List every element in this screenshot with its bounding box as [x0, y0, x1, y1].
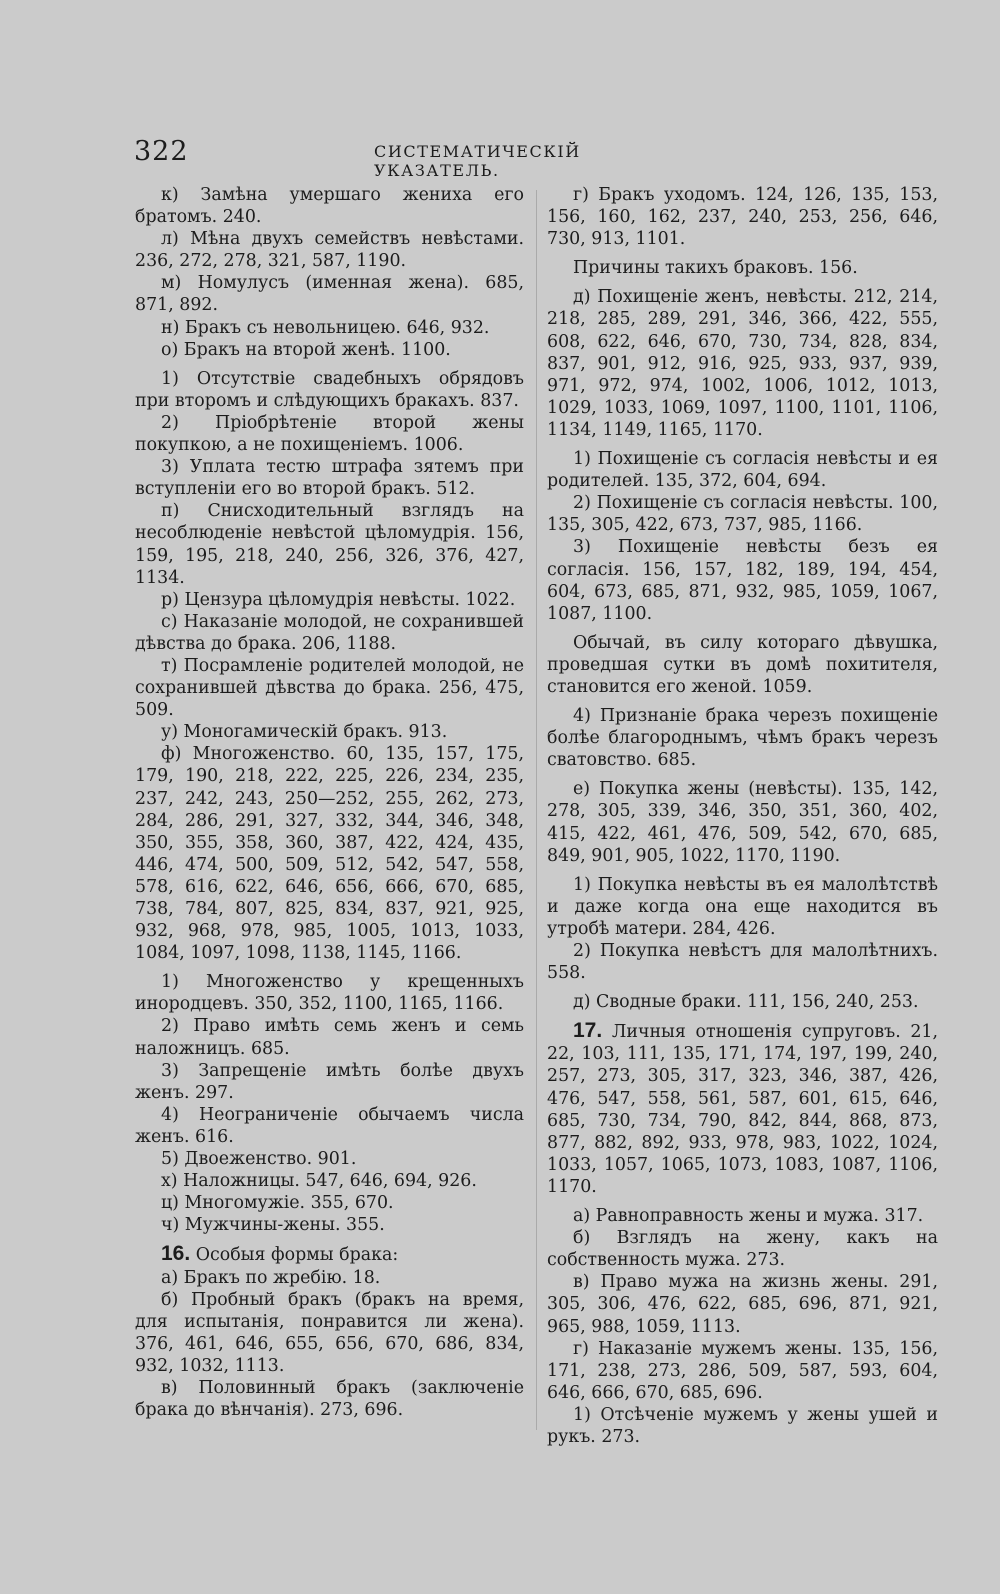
index-entry	[135, 500, 524, 588]
index-entry	[135, 1148, 524, 1170]
index-entry	[547, 536, 938, 624]
index-entry	[547, 705, 938, 771]
index-entry	[135, 1192, 524, 1214]
entry-text: Личныя отношенія супруговъ. 21, 22, 103, 111, 135, 171, 174, 197, 199, 240, 257, 273, 305, 317, 323, 346, 387, 426, 476, 547, 558, 561, 587, 601, 615, 646, 685, 730, 734, 790, 842, 844, 868, 873, 877, 882, 892, 933, 978, 983, 1022, 1024, 1033, 1057, 1065, 1073, 1083, 1087, 1106, 1170.	[547, 1022, 939, 1197]
entry-text: д) Похищеніе женъ, невѣсты. 212, 214, 218, 285, 289, 291, 346, 366, 422, 555, 608, 622, 646, 670, 730, 734, 828, 834, 837, 901, 912, 916, 925, 933, 937, 939, 971, 972, 974, 1002, 1006, 1012, 1013, 1029, 1033, 1069, 1097, 1100, 1101, 1106, 1134, 1149, 1165, 1170.	[547, 287, 938, 440]
entry-text: Особыя формы брака:	[195, 1245, 399, 1266]
index-entry	[135, 971, 524, 1015]
index-entry	[135, 1104, 524, 1148]
index-entry	[135, 1015, 524, 1059]
index-entry	[135, 339, 524, 361]
entry-text: е) Покупка жены (невѣсты). 135, 142, 278, 305, 339, 346, 350, 351, 360, 402, 415, 422, 461, 476, 509, 542, 670, 685, 849, 901, 905, 1022, 1170, 1190.	[547, 779, 938, 866]
index-entry	[547, 1227, 938, 1271]
index-entry	[547, 778, 938, 866]
index-entry	[547, 184, 938, 250]
index-entry	[135, 721, 524, 743]
entry-text: р) Цензура цѣломудрія невѣсты. 1022.	[161, 589, 516, 610]
entry-text: 4) Неограниченіе обычаемъ числа женъ. 616.	[135, 1104, 524, 1147]
index-entry	[135, 412, 524, 456]
index-entry	[547, 1271, 938, 1337]
entry-text: Обычай, въ силу котораго дѣвушка, проведшая сутки въ домѣ похитителя, становится его женой. 1059.	[547, 632, 938, 697]
entry-text: ф) Многоженство. 60, 135, 157, 175, 179, 190, 218, 222, 225, 226, 234, 235, 237, 242, 243, 250—252, 255, 262, 273, 284, 286, 291, 327, 332, 344, 346, 348, 350, 355, 358, 360, 387, 422, 424, 435, 446, 474, 500, 509, 512, 542, 547, 558, 578, 616, 622, 646, 656, 666, 670, 685, 738, 784, 807, 825, 834, 837, 921, 925, 932, 968, 978, 985, 1005, 1013, 1033, 1084, 1097, 1098, 1138, 1145, 1166.	[135, 744, 524, 964]
entry-text: а) Равноправность жены и мужа. 317.	[573, 1206, 924, 1227]
entry-text: с) Наказаніе молодой, не сохранившей дѣвства до брака. 206, 1188.	[135, 611, 524, 654]
entry-text: Причины такихъ браковъ. 156.	[573, 258, 858, 279]
index-entry	[547, 492, 938, 536]
page-number: 322	[134, 136, 189, 167]
index-entry	[547, 632, 938, 698]
entry-text: м) Номулусъ (именная жена). 685, 871, 892.	[135, 273, 524, 316]
entry-text: 2) Пріобрѣтеніе второй жены покупкою, а не похищеніемъ. 1006.	[135, 412, 524, 456]
page-header	[134, 136, 684, 180]
section-number: 16.	[161, 1242, 191, 1266]
entry-text: в) Право мужа на жизнь жены. 291, 305, 306, 476, 622, 685, 696, 871, 921, 965, 988, 1059, 1113.	[547, 1272, 938, 1337]
index-entry	[547, 874, 938, 940]
right-column	[547, 184, 938, 1448]
index-entry	[547, 940, 938, 984]
index-entry	[135, 1267, 524, 1289]
index-entry	[135, 1377, 524, 1421]
index-entry	[135, 589, 524, 611]
entry-text: 3) Запрещеніе имѣть болѣе двухъ женъ. 297.	[135, 1060, 524, 1103]
entry-text: т) Посрамленіе родителей молодой, не сохранившей дѣвства до брака. 256, 475, 509.	[135, 655, 524, 721]
index-entry	[135, 611, 524, 655]
entry-text: б) Взглядъ на жену, какъ на собственность мужа. 273.	[547, 1228, 938, 1271]
index-entry	[135, 1060, 524, 1104]
index-entry	[135, 743, 524, 964]
index-entry	[135, 1214, 524, 1236]
entry-text: х) Наложницы. 547, 646, 694, 926.	[161, 1171, 477, 1192]
entry-text: н) Бракъ съ невольницею. 646, 932.	[161, 317, 490, 338]
entry-text: 2) Похищеніе съ согласія невѣсты. 100, 135, 305, 422, 673, 737, 985, 1166.	[547, 493, 938, 536]
section-number: 17.	[573, 1019, 603, 1043]
index-entry	[547, 1205, 938, 1227]
entry-text: 3) Уплата тестю штрафа зятемъ при вступленіи его во второй бракъ. 512.	[135, 457, 524, 500]
index-entry	[135, 228, 524, 272]
entry-text: 1) Отсутствіе свадебныхъ обрядовъ при второмъ и слѣдующихъ бракахъ. 837.	[135, 368, 524, 411]
entry-text: к) Замѣна умершаго жениха его братомъ. 240.	[135, 185, 524, 228]
entry-text: 3) Похищеніе невѣсты безъ ея согласія. 156, 157, 182, 189, 194, 454, 604, 673, 685, 871, 932, 985, 1059, 1067, 1087, 1100.	[547, 537, 938, 624]
index-entry	[135, 1289, 524, 1377]
index-entry	[547, 1338, 938, 1404]
index-entry	[547, 257, 938, 279]
entry-text: г) Наказаніе мужемъ жены. 135, 156, 171, 238, 273, 286, 509, 587, 593, 604, 646, 666, 670, 685, 696.	[547, 1338, 938, 1403]
index-entry	[547, 991, 938, 1013]
index-entry	[135, 1170, 524, 1192]
index-entry	[547, 448, 938, 492]
entry-text: ч) Мужчины-жены. 355.	[161, 1215, 385, 1236]
entry-text: п) Снисходительный взглядъ на несоблюденіе невѣстой цѣломудрія. 156, 159, 195, 218, 240, 256, 326, 376, 427, 1134.	[135, 501, 524, 588]
entry-text: л) Мѣна двухъ семействъ невѣстами. 236, 272, 278, 321, 587, 1190.	[135, 229, 524, 272]
entry-text: 4) Признаніе брака черезъ похищеніе болѣе благороднымъ, чѣмъ бракъ черезъ сватовство. 685.	[547, 706, 938, 771]
entry-text: 1) Похищеніе съ согласія невѣсты и ея родителей. 135, 372, 604, 694.	[547, 449, 938, 492]
entry-text: 1) Многоженство у крещенныхъ инородцевъ. 350, 352, 1100, 1165, 1166.	[135, 972, 524, 1015]
entry-text: у) Моногамическій бракъ. 913.	[161, 722, 448, 743]
index-entry	[135, 456, 524, 500]
index-entry	[135, 655, 524, 721]
index-entry	[547, 286, 938, 441]
entry-text: 1) Покупка невѣсты въ ея малолѣтствѣ и даже когда она еще находится въ утробѣ матери. 284, 426.	[547, 874, 938, 939]
index-entry	[135, 272, 524, 316]
entry-text: 5) Двоеженство. 901.	[161, 1149, 357, 1170]
index-entry	[135, 368, 524, 412]
entry-text: ц) Многомужіе. 355, 670.	[161, 1193, 394, 1214]
left-column	[135, 184, 524, 1421]
index-entry	[135, 317, 524, 339]
column-divider	[536, 190, 537, 1430]
index-entry	[135, 184, 524, 228]
entry-text: г) Бракъ уходомъ. 124, 126, 135, 153, 156, 160, 162, 237, 240, 253, 256, 646, 730, 913, 1101.	[547, 185, 938, 250]
running-title: СИСТЕМАТИЧЕСКІЙ УКАЗАТЕЛЬ.	[374, 142, 581, 180]
entry-text: о) Бракъ на второй женѣ. 1100.	[161, 339, 451, 360]
entry-text: 2) Покупка невѣстъ для малолѣтнихъ. 558.	[547, 941, 938, 984]
entry-text: б) Пробный бракъ (бракъ на время, для испытанія, понравится ли жена). 376, 461, 646, 655, 656, 670, 686, 834, 932, 1032, 1113.	[135, 1289, 524, 1376]
index-entry	[547, 1020, 938, 1198]
entry-text: 1) Отсѣченіе мужемъ у жены ушей и рукъ. 273.	[547, 1404, 938, 1447]
index-entry	[547, 1404, 938, 1448]
entry-text: 2) Право имѣть семь женъ и семь наложницъ. 685.	[135, 1016, 524, 1059]
index-entry	[135, 1243, 524, 1266]
entry-text: в) Половинный бракъ (заключеніе брака до вѣнчанія). 273, 696.	[135, 1377, 524, 1421]
entry-text: а) Бракъ по жребію. 18.	[161, 1267, 381, 1288]
entry-text: д) Сводные браки. 111, 156, 240, 253.	[573, 992, 919, 1013]
